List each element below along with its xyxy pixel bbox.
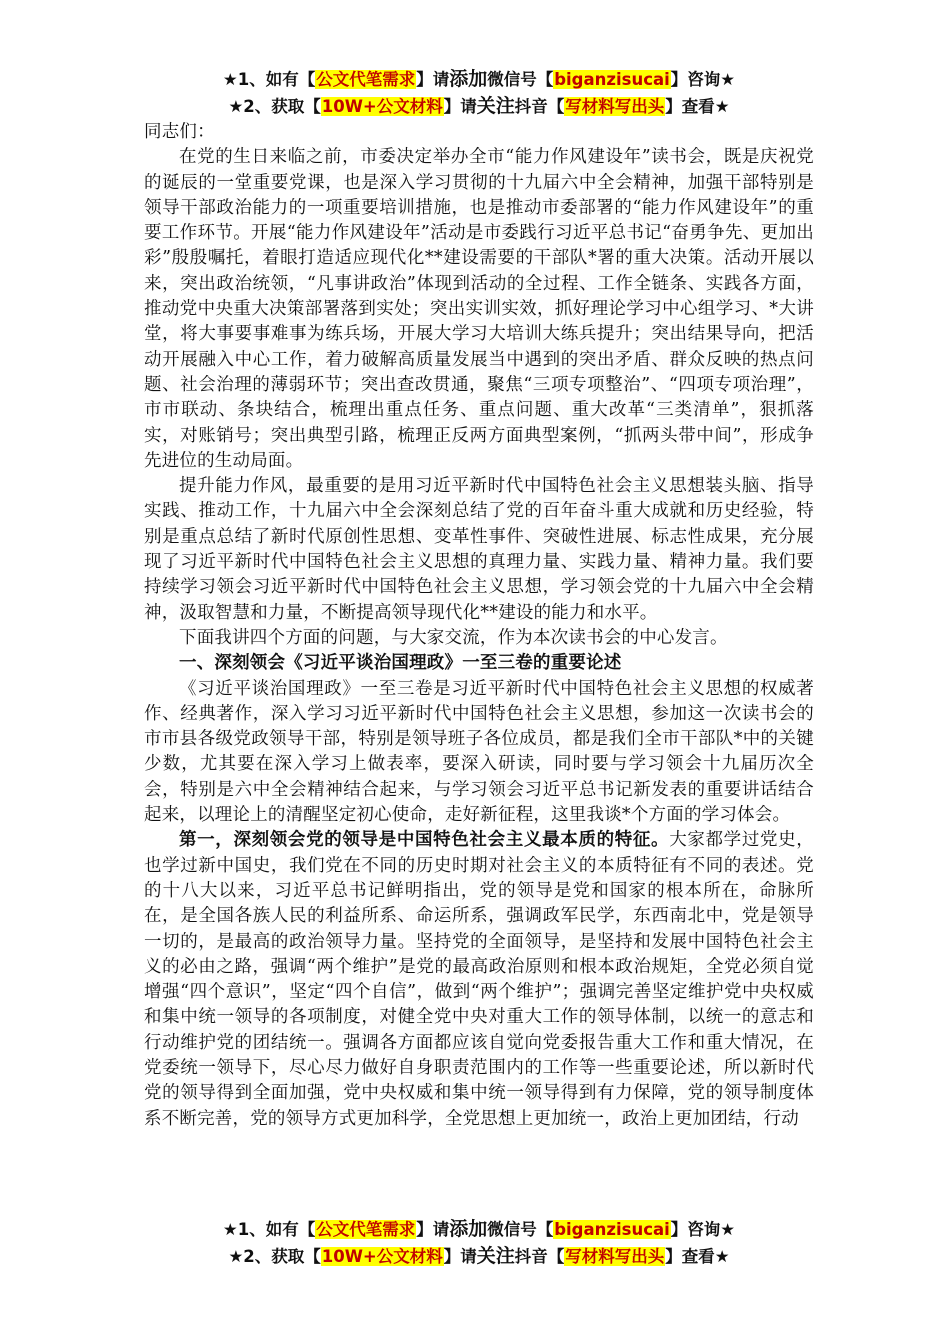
header-banner-line-2 bbox=[144, 93, 814, 120]
banner-highlight: 10W+公文材料 bbox=[321, 97, 443, 116]
paragraph-5 bbox=[144, 828, 814, 1132]
banner-highlight: 公文代笔需求 bbox=[316, 1220, 416, 1239]
banner-text: 】请 bbox=[443, 97, 477, 116]
banner-highlight: 10W+公文材料 bbox=[321, 1247, 443, 1266]
footer-banner-line-1 bbox=[144, 1216, 814, 1243]
paragraph-2: 提升能力作风，最重要的是用习近平新时代中国特色社会主义思想装头脑、指导实践、推动工作，十九届六中全会深刻总结了党的百年奋斗重大成就和历史经验，特别是重点总结了新时代原创性思想、变革性事件、突破性进展、标志性成果，充分展现了习近平新时代中国特色社会主义思想的真理力量、实践力量、精神力量。我们要持续学习领会习近平新时代中国特色社会主义思想，学习领会党的十九届六中全会精神，汲取智慧和力量，不断提高领导现代化**建设的能力和水平。 bbox=[144, 476, 814, 623]
header-banner-line-1 bbox=[144, 66, 814, 93]
banner-highlight-wechat-id: biganzisucai bbox=[554, 1220, 670, 1239]
banner-text: 抖音【 bbox=[514, 1247, 565, 1266]
banner-highlight-douyin-id: 写材料写出头 bbox=[565, 97, 665, 116]
banner-text: 】请 bbox=[443, 1247, 477, 1266]
paragraph-3: 下面我讲四个方面的问题，与大家交流，作为本次读书会的中心发言。 bbox=[179, 627, 728, 648]
banner-text: 】查看★ bbox=[665, 1247, 730, 1266]
banner-emphasis: 添加 bbox=[449, 68, 488, 90]
banner-text: ★1、如有【 bbox=[222, 70, 316, 89]
document-page bbox=[144, 66, 814, 1132]
banner-text: ★1、如有【 bbox=[222, 1220, 316, 1239]
banner-emphasis: 关注 bbox=[476, 95, 515, 117]
banner-text: 】查看★ bbox=[665, 97, 730, 116]
banner-text: 】咨询★ bbox=[670, 70, 736, 89]
paragraph-5-lead: 第一，深刻领会党的领导是中国特色社会主义最本质的特征。 bbox=[179, 830, 670, 851]
banner-text: 】咨询★ bbox=[670, 1220, 736, 1239]
banner-text: ★2、获取【 bbox=[228, 97, 321, 116]
banner-emphasis: 添加 bbox=[449, 1218, 488, 1240]
banner-highlight-douyin-id: 写材料写出头 bbox=[565, 1247, 665, 1266]
banner-text: 】请 bbox=[416, 70, 450, 89]
speech-body bbox=[144, 120, 814, 1132]
banner-text: 抖音【 bbox=[514, 97, 565, 116]
banner-emphasis: 关注 bbox=[476, 1245, 515, 1267]
salutation: 同志们： bbox=[144, 122, 215, 142]
banner-highlight: 公文代笔需求 bbox=[316, 70, 416, 89]
banner-text: ★2、获取【 bbox=[228, 1247, 321, 1266]
section-heading-1: 一、深刻领会《习近平谈治国理政》一至三卷的重要论述 bbox=[179, 653, 622, 674]
footer-banner bbox=[144, 1216, 814, 1270]
banner-text: 】请 bbox=[416, 1220, 450, 1239]
paragraph-5-body: 大家都学过党史，也学过新中国史，我们党在不同的历史时期对社会主义的本质特征有不同的表述。党的十八大以来，习近平总书记鲜明指出，党的领导是党和国家的根本所在，命脉所在，是全国各族人民的利益所系、命运所系，强调政军民学，东西南北中，党是领导一切的，是最高的政治领导力量。坚持党的全面领导，是坚持和发展中国特色社会主义的必由之路，强调“两个维护”是党的最高政治原则和根本政治规矩，全党必须自觉增强“四个意识”，坚定“四个自信”，做到“两个维护”；强调完善坚定维护党中央权威和集中统一领导的各项制度，对健全党中央对重大工作的领导体制，以统一的意志和行动维护党的团结统一。强调各方面都应该自觉向党委报告重大工作和重大情况，在党委统一领导下，尽心尽力做好自身职责范围内的工作等一些重要论述，所以新时代党的领导得到全面加强，党中央权威和集中统一领导得到有力保障，党的领导制度体系不断完善，党的领导方式更加科学，全党思想上更加统一，政治上更加团结，行动 bbox=[144, 830, 814, 1129]
banner-text: 微信号【 bbox=[487, 70, 554, 89]
banner-text: 微信号【 bbox=[487, 1220, 554, 1239]
footer-banner-line-2 bbox=[144, 1243, 814, 1270]
paragraph-1: 在党的生日来临之前，市委决定举办全市“能力作风建设年”读书会，既是庆祝党的诞辰的一堂重要党课，也是深入学习贯彻的十九届六中全会精神，加强干部特别是领导干部政治能力的一项重要培训措施，也是推动市委部署的“能力作风建设年”的重要工作环节。开展“能力作风建设年”活动是市委践行习近平总书记“奋勇争先、更加出彩”殷殷嘱托，着眼打造适应现代化**建设需要的干部队*署的重大决策。活动开展以来，突出政治统领，“凡事讲政治”体现到活动的全过程、工作全链条、实践各方面，推动党中央重大决策部署落到实处；突出实训实效，抓好理论学习中心组学习、*大讲堂，将大事要事难事为练兵场，开展大学习大培训大练兵提升；突出结果导向，把活动开展融入中心工作，着力破解高质量发展当中遇到的突出矛盾、群众反映的热点问题、社会治理的薄弱环节；突出查改贯通，聚焦“三项专项整治”、“四项专项治理”，市市联动、条块结合，梳理出重点任务、重点问题、重大改革“三类清单”，狠抓落实，对账销号；突出典型引路，梳理正反两方面典型案例，“抓两头带中间”，形成争先进位的生动局面。 bbox=[144, 147, 814, 471]
paragraph-4: 《习近平谈治国理政》一至三卷是习近平新时代中国特色社会主义思想的权威著作、经典著作，深入学习习近平新时代中国特色社会主义思想，参加这一次读书会的市市县各级党政领导干部，特别是领导班子各位成员，都是我们全市干部队*中的关键少数，尤其要在深入学习上做表率，要深入研读，同时要与学习领会十九届历次全会，特别是六中全会精神结合起来，与学习领会习近平总书记新发表的重要讲话结合起来，以理论上的清醒坚定初心使命，走好新征程，这里我谈*个方面的学习体会。 bbox=[144, 678, 814, 826]
banner-highlight-wechat-id: biganzisucai bbox=[554, 70, 670, 89]
